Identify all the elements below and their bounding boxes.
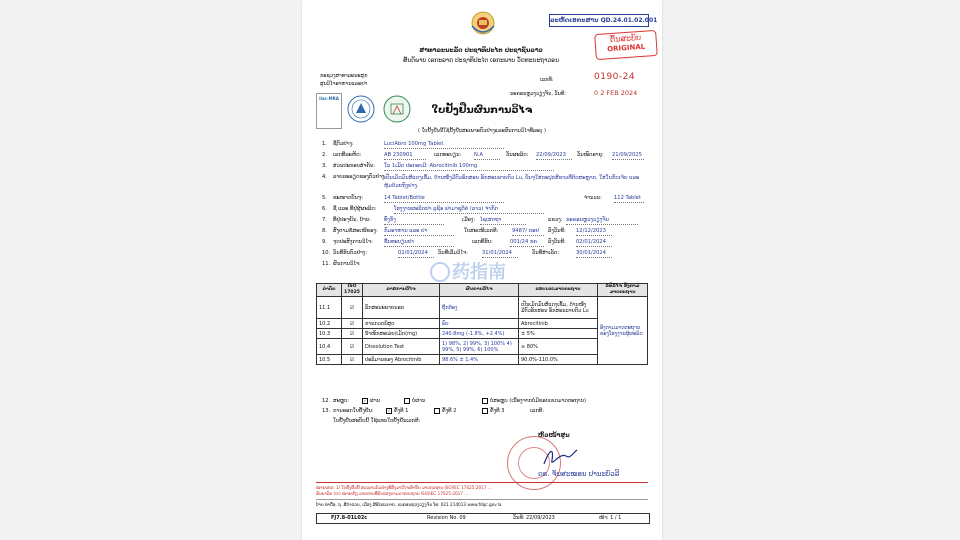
requested-by: ກົມອາຫານ ແລະ ຢາ bbox=[384, 227, 454, 236]
active-ingredient: ໃນ 1ເມັດ ປະກອບມີ: Abrocitinib 100mg bbox=[384, 162, 554, 171]
field-9 bbox=[322, 238, 642, 246]
note-line-1: ໝາຍເຫດ: 1/ ໃບຢັ້ງຢືນນີ້ ສະເພາະຕົວຢ່າງທີ່ສົ່ງມາວິໄຈເທົ່ານັ້ນ ມາດຕະຖານ ISO/IEC 17025:2017 ... bbox=[316, 485, 492, 490]
test-spec: 90.0%-110.0% bbox=[519, 355, 598, 365]
col-header-method: ວິທີວິໄຈ ອີງຕາມມາດຕະຖານ bbox=[598, 284, 648, 297]
form-code: FJ7.8-01L02c bbox=[331, 515, 368, 521]
issue-2-label: ຄັ້ງທີ 2 bbox=[442, 408, 457, 414]
original-stamp-en: ORIGINAL bbox=[606, 42, 646, 54]
field-label: ສ່ວນປະກອບສຳຄັນ: bbox=[333, 163, 376, 169]
fail-checkbox bbox=[404, 398, 410, 404]
receipt-number: 001/24 ກຄ bbox=[510, 238, 544, 247]
revision-number: Revision No. 09 bbox=[427, 515, 466, 521]
address-line: ບ້ານ ທ່າດື່ອ, ຖ. ສີດຳດວນ, ເມືອງ ສີສັດຕະນາກ, ນະຄອນຫຼວງວຽງຈັນ ໂທ: 021 214013 www.fdqc.gov.la bbox=[316, 502, 502, 507]
row-number: 10.4 bbox=[317, 339, 342, 355]
conclusion-row bbox=[322, 397, 642, 405]
test-item: Dissolution Test bbox=[363, 339, 440, 355]
center-name: ສູນວິໄຈອາຫານແລະຢາ bbox=[320, 81, 368, 87]
field-label: ຊື່ຕົວຢ່າງ: bbox=[333, 141, 354, 147]
col-header-item: ລາຍການວິໄຈ bbox=[363, 284, 440, 297]
analysis-start-date: 31/01/2024 bbox=[482, 249, 518, 258]
revision-date: ວັນທີ: 22/09/2023 bbox=[513, 515, 555, 521]
field-label: ລາຍລະອຽດຂອງຕົວຢ່າງ: bbox=[333, 174, 387, 180]
date-label: ນະຄອນຫຼວງວຽງຈັນ, ວັນທີ: bbox=[510, 91, 566, 97]
field-label: ຂະໜາດບັນຈຸ: bbox=[333, 195, 364, 201]
sample-description: ເປັນເມັດມົນສີແດງເຂັ້ມ, ດ້ານໜຶ່ງມີຕົວອັກສອນ ອັກສອນລາຍຕົວ Lu, ບັນຈຸໃສ່ກະປຸກສີຂາວທີ່ຕິດສະຫຼາກ, ໃສ່ໃນກັບເຈ້ຍ ແລະ ຫຸ້ມດ້ວຍຖົງຢາງ. bbox=[384, 175, 640, 189]
province: ນະຄອນຫຼວງວຽງຈັນ bbox=[566, 216, 638, 225]
field-number: 11. bbox=[322, 261, 331, 267]
test-result: 1) 98%, 2) 99%, 3) 100% 4) 99%, 5) 99%, 6) 100% bbox=[440, 339, 519, 355]
no-conclusion-label: ບໍ່ສະຫຼຸບ (ເນື່ອງຈາກບໍ່ມີຂອບເຂດມາດຕະຖານ) bbox=[490, 398, 587, 404]
original-stamp bbox=[594, 30, 658, 60]
field-label: ແຂວງ: bbox=[548, 217, 563, 223]
fail-label: ບໍ່ຜ່ານ bbox=[412, 398, 426, 404]
field-number: 1. bbox=[322, 141, 327, 147]
col-header-result: ຜົນການວິໄຈ bbox=[440, 284, 519, 297]
replacement-note-row bbox=[322, 417, 642, 425]
receipt-date: 02/01/2024 bbox=[576, 238, 612, 247]
field-label: ເລກທະບຽນ: bbox=[434, 152, 462, 158]
field-label: ເມືອງ: bbox=[462, 217, 476, 223]
results-table bbox=[316, 283, 648, 365]
issue-1-checkbox: ✓ bbox=[387, 407, 391, 413]
row-number: 10.2 bbox=[317, 319, 342, 329]
document-code: ລະຫັດເອກະສານ QD.24.01.02.001 bbox=[549, 14, 649, 27]
field-8 bbox=[322, 227, 642, 235]
test-item: ປະລິມານຂອງ Abrocitinib bbox=[363, 355, 440, 365]
certificate-page bbox=[302, 0, 662, 540]
issue-label: ການອອກໃບຢັ້ງຢືນ: bbox=[333, 408, 374, 414]
field-6 bbox=[322, 205, 642, 213]
field-number: 4. bbox=[322, 174, 327, 180]
field-label: ໃບສະເໜີເລກທີ: bbox=[464, 228, 499, 234]
field-label: ສົ່ງຕາມຂໍ້ສະເໜີຂອງ: bbox=[333, 228, 378, 234]
field-label: ເລກທີ່ຮັບ: bbox=[472, 239, 493, 245]
request-date: 12/12/2023 bbox=[576, 227, 612, 236]
test-method: ອີງຕາມມາດຕະຖານຂອງໂຮງງານຜູ້ຜະລິດ bbox=[598, 297, 648, 365]
test-spec: Abrocitinib bbox=[519, 319, 598, 329]
notes-divider bbox=[316, 482, 648, 483]
iso-checkbox: ☑ bbox=[342, 319, 363, 329]
field-label: ຈຸດປະສົງການວິໄຈ: bbox=[333, 239, 373, 245]
certificate-title: ໃບຢັ້ງຢືນຜົນການວິໄຈ bbox=[431, 105, 533, 116]
field-number: 7. bbox=[322, 217, 327, 223]
package-size: 14 Tablet/Bottle bbox=[384, 194, 504, 203]
watermark-logo-icon bbox=[430, 262, 450, 282]
issue-1-label: ຄັ້ງທີ 1 bbox=[394, 408, 409, 414]
original-stamp-lo: ຕົ້ນສະບັບ bbox=[609, 32, 642, 45]
table-row bbox=[317, 297, 648, 319]
signatory-name: ດຣ. ຈັນສະໝອນ ປານະບົວລີ bbox=[538, 470, 620, 478]
quantity: 112 Tablet bbox=[614, 194, 644, 203]
row-number: 10.3 bbox=[317, 329, 342, 339]
row-number: 11.1 bbox=[317, 297, 342, 319]
registration-number: N.A bbox=[474, 151, 500, 160]
pass-checkbox: ✓ bbox=[363, 397, 367, 403]
field-label: ທີ່ຢູ່ປະຈຸບັນ, ບ້ານ: bbox=[333, 217, 371, 223]
replacement-note: ໃບຢັ້ງຢືນສະບັບນີ້ ໃຊ້ແທນໃບຢັ້ງຢືນເລກທີ: bbox=[333, 418, 421, 424]
sample-name: LuciAbro 100mg Tablet bbox=[384, 140, 504, 149]
ministry-name: ກະຊວງສາທາລະນະສຸກ bbox=[320, 73, 368, 79]
lao-emblem-icon bbox=[470, 10, 496, 36]
note-line-2: ສັນຍາລັກ (☑) ໝາຍເຖິງ ລາຍການທີ່ຮັບຮອງຕາມມາດຕະຖານ ISO/IEC 17025:2017 ... bbox=[316, 491, 469, 496]
field-label: ວັນໝົດອາຍຸ: bbox=[577, 152, 604, 158]
field-label: ວັນທີ່ສຳເລັດ: bbox=[532, 250, 560, 256]
field-label: ຊື່ ແລະ ທີ່ຢູ່ຜູ້ຜະລິດ: bbox=[333, 206, 377, 212]
table-header-row bbox=[317, 284, 648, 297]
field-7 bbox=[322, 216, 642, 224]
issue-2-checkbox bbox=[434, 408, 440, 414]
test-spec: ± 5% bbox=[519, 329, 598, 339]
field-number: 8. bbox=[322, 228, 327, 234]
request-number: 9487/ ກອຢ bbox=[512, 227, 544, 236]
signature-mark-icon bbox=[540, 446, 580, 470]
received-date: 02/01/2024 bbox=[398, 249, 434, 258]
conclusion-label: ສະຫຼຸບ: bbox=[333, 398, 350, 404]
field-label: ວັນທີ່ເລີ່ມວິໄຈ: bbox=[438, 250, 468, 256]
field-number: 13. bbox=[322, 408, 331, 414]
address-divider bbox=[316, 499, 648, 500]
signature-title: ຫົວໜ້າສູນ bbox=[538, 432, 570, 439]
issue-date: 0 2 FEB 2024 bbox=[594, 89, 638, 97]
field-label: ລົງວັນທີ: bbox=[548, 228, 566, 234]
ilac-logo-text: ilac-MRA bbox=[319, 96, 339, 101]
field-number: 12. bbox=[322, 398, 331, 404]
analysis-purpose: ຂຶ້ນທະບຽນຢາ bbox=[384, 238, 454, 247]
manufacture-date: 22/09/2023 bbox=[536, 151, 572, 160]
field-number: 5. bbox=[322, 195, 327, 201]
iso-checkbox: ☑ bbox=[342, 355, 363, 365]
cert-number-label: ເລກທີ: bbox=[540, 77, 554, 83]
country-line-1: ສາທາລະນະລັດ ປະຊາທິປະໄຕ ປະຊາຊົນລາວ bbox=[419, 47, 543, 54]
col-header-no: ລຳດັບ bbox=[317, 284, 342, 297]
watermark: 药指南 bbox=[452, 262, 506, 283]
country-line-2: ສັນຕິພາບ ເອກະລາດ ປະຊາທິປະໄຕ ເອກະພາບ ວັດທະນະຖາວອນ bbox=[403, 57, 559, 64]
form-footer bbox=[316, 513, 650, 524]
field-label: ຜົນການວິໄຈ: bbox=[333, 261, 361, 267]
batch-number: AB 230901 bbox=[384, 151, 426, 160]
test-item: ລັກສະນະພາຍນອກ bbox=[363, 297, 440, 319]
test-result: 240.8mg (-1.8%, +2.4%) bbox=[440, 329, 519, 339]
field-10 bbox=[322, 249, 642, 257]
issue-row bbox=[322, 407, 642, 415]
certificate-subtitle: ( ໃບຢັ້ງຢືນນີ້ໃຊ້ຢັ້ງຢືນສະເພາະຕົວຢ່າງແລະຜົນການວິໄຈທີ່ລະບຸ ) bbox=[418, 128, 546, 134]
field-3 bbox=[322, 162, 642, 170]
iso-checkbox: ☑ bbox=[342, 297, 363, 319]
field-label: ຈຳນວນ: bbox=[584, 195, 602, 201]
field-number: 6. bbox=[322, 206, 327, 212]
field-1 bbox=[322, 140, 642, 148]
pass-label: ຜ່ານ bbox=[370, 398, 381, 404]
manufacturer: ໂຮງງານຜະລິດຢາ ລູຊິອ ຟາມາຊູຕິຄໍ (ລາວ) ຈຳກັດ bbox=[394, 205, 544, 214]
page-number: ໜ້າ: 1 / 1 bbox=[599, 515, 622, 521]
field-number: 3. bbox=[322, 163, 327, 169]
test-item: ນ້ຳໜັກສະເລ່ຍ/ເມັດ(mg) bbox=[363, 329, 440, 339]
issue-3-checkbox bbox=[482, 408, 488, 414]
issue-3-label: ຄັ້ງທີ 3 bbox=[490, 408, 505, 414]
test-spec: ເປັນເມັດມົນສີແດງເຂັ້ມ, ດ້ານໜຶ່ງມີຕົວອັກສອນ ອັກສອນລາຍຕົວ Lu bbox=[519, 297, 598, 319]
field-label: ລົງວັນທີ: bbox=[548, 239, 566, 245]
iso-checkbox: ☑ bbox=[342, 329, 363, 339]
expiry-date: 21/09/2025 bbox=[612, 151, 644, 160]
row-number: 10.5 bbox=[317, 355, 342, 365]
test-result: 98.6% ± 1.4% bbox=[440, 355, 519, 365]
field-number: 2. bbox=[322, 152, 327, 158]
test-result: ຖືກຕ້ອງ bbox=[440, 297, 519, 319]
field-5 bbox=[322, 194, 642, 202]
field-number: 10. bbox=[322, 250, 331, 256]
district: ໄຊເສດຖາ bbox=[480, 216, 526, 225]
issue-ref-label: ເລກທີ: bbox=[530, 408, 544, 414]
field-label: ວັນຜະລິດ: bbox=[506, 152, 529, 158]
test-result: ພົບ bbox=[440, 319, 519, 329]
completed-date: 30/01/2024 bbox=[576, 249, 612, 258]
no-conclusion-checkbox bbox=[482, 398, 488, 404]
field-label: ວັນທີ່ຮັບຕົວຢ່າງ: bbox=[333, 250, 368, 256]
col-header-spec: ຂອບເຂດມາດຕະຖານ bbox=[519, 284, 598, 297]
col-header-iso: ISO 17025 bbox=[342, 284, 363, 297]
test-item: ການກວດພິສູດ bbox=[363, 319, 440, 329]
iso-checkbox: ☑ bbox=[342, 339, 363, 355]
cert-number: 0190-24 bbox=[594, 72, 636, 82]
test-spec: ≥ 80% bbox=[519, 339, 598, 355]
field-label: ເລກທີ່ລະຫັດ: bbox=[333, 152, 362, 158]
village: ທົ່ງກັງ bbox=[384, 216, 444, 225]
field-2 bbox=[322, 151, 642, 159]
field-number: 9. bbox=[322, 239, 327, 245]
